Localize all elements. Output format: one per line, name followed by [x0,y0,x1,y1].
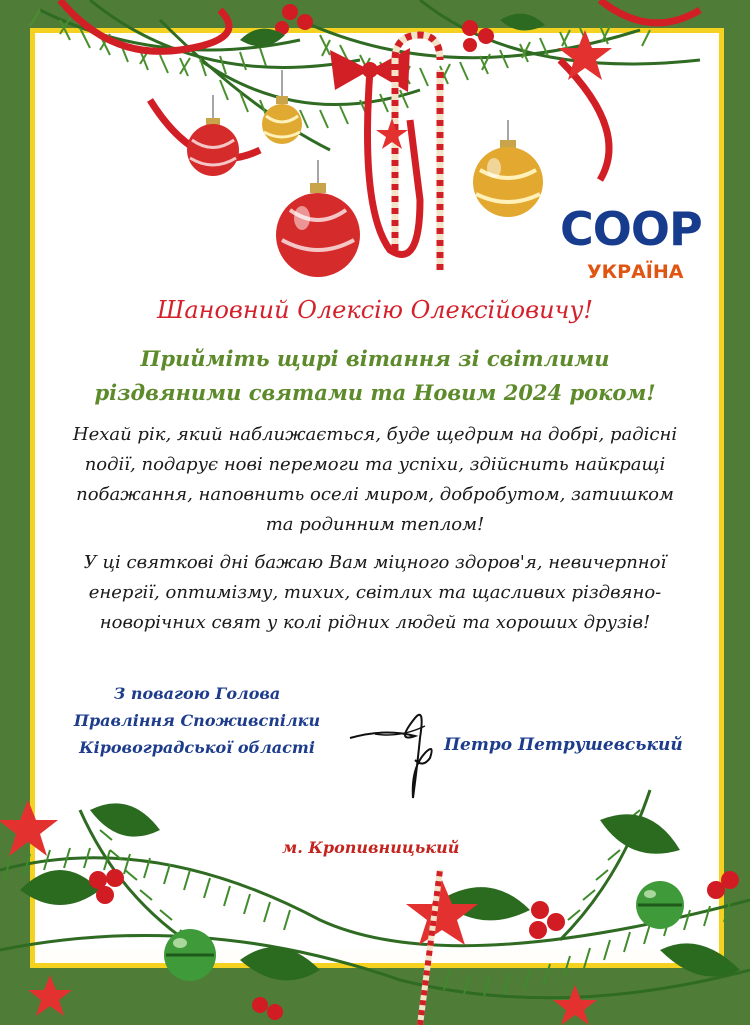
jingle-bell-left [164,929,216,981]
jingle-bell-right [636,881,684,929]
bottom-garland-decoration [0,750,750,1025]
gold-ornament-large [473,120,543,217]
city-line: м. Кропивницький [282,838,460,857]
letter-paragraph-1: Нехай рік, який наближається, буде щедрим на добрі, радісні події, подарує нові перемоги та успіхи, здійснить найкращі побажання, наповнить оселі миром, добробутом, затишком та родинним теплом! [72,424,678,535]
greeting-heading: Шановний Олексію Олексійовичу! [156,296,594,324]
holiday-wish-line-1: Прийміть щирі вітання зі світлими [140,346,610,371]
coop-ukraine-logo [560,202,702,286]
red-ornament-large [276,160,360,277]
holiday-wish [60,342,690,410]
signer-name: Петро Петрушевський [444,735,683,755]
signer-title-line-1: З повагою Голова [113,684,281,703]
signer-title [52,680,342,761]
gold-ornament-small [262,70,302,144]
holly-leaves-bottom [20,803,740,980]
signer-title-line-3: Кіровоградської області [79,738,315,757]
letter-paragraph-2: У ці святкові дні бажаю Вам міцного здоров'я, невичерпної енергії, оптимізму, тихих, світлих та щасливих різдвяно-новорічних свят у колі рідних людей та хороших друзів! [83,552,667,633]
holiday-wish-line-2: різдвяними святами та Новим 2024 роком! [94,380,656,405]
red-ornament-small [187,95,239,176]
logo-country-text: УКРАЇНА [587,261,684,283]
logo-brand-text: COOP [560,202,702,256]
candy-cane-bottom [420,870,440,1025]
signer-title-line-2: Правління Споживспілки [73,711,321,730]
